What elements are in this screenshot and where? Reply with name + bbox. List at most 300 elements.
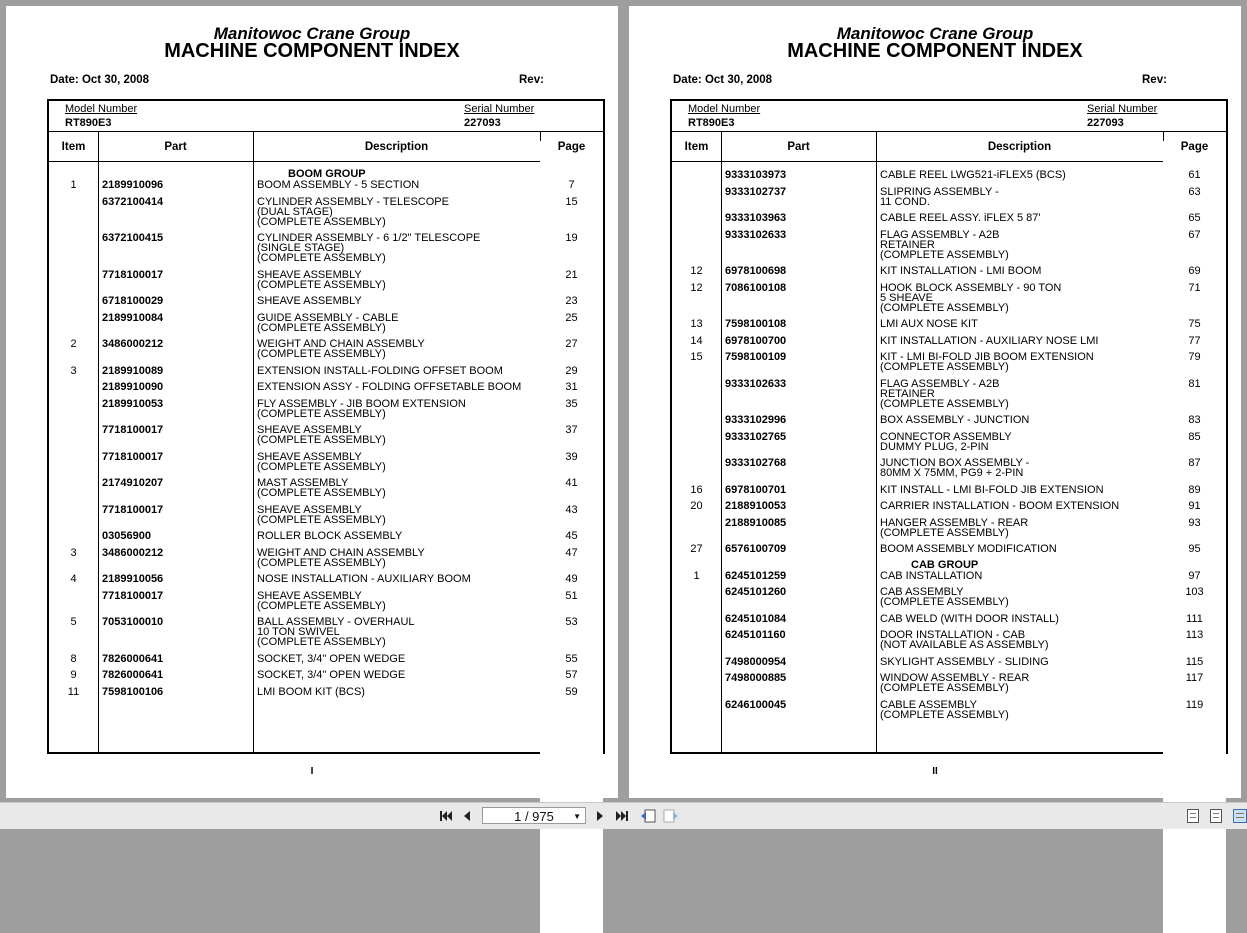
description-line: SHEAVE ASSEMBLY (257, 450, 362, 463)
part-number: 7718100017 (102, 589, 164, 602)
description (257, 270, 539, 290)
table-row (672, 431, 1226, 458)
part-number: 9333102633 (725, 228, 787, 241)
description (257, 670, 539, 680)
page-reference: 63 (1188, 185, 1201, 198)
description-line: CYLINDER ASSEMBLY - 6 1/2" TELESCOPE (257, 232, 481, 244)
component-table (670, 99, 1228, 754)
table-row (49, 424, 603, 451)
part-number: 9333103973 (725, 169, 787, 181)
item-number: 9 (70, 669, 77, 681)
part-number: 6372100414 (102, 195, 164, 208)
description-line: CAB WELD (WITH DOOR INSTALL) (880, 612, 1059, 625)
last-page-icon[interactable] (614, 808, 630, 824)
document-page-right (629, 6, 1241, 798)
description-line: (COMPLETE ASSEMBLY) (880, 526, 1009, 539)
previous-page-icon[interactable] (460, 808, 474, 824)
description-line: CABLE REEL ASSY. iFLEX 5 87' (880, 212, 1041, 224)
description-line: CABLE ASSEMBLY (880, 698, 978, 711)
item-number: 1 (70, 179, 77, 191)
page-title: MACHINE COMPONENT INDEX (787, 40, 1083, 62)
description (880, 501, 1162, 511)
description-line: BOOM ASSEMBLY MODIFICATION (880, 543, 1057, 555)
description (257, 531, 539, 541)
page-reference: 15 (565, 195, 578, 208)
group-heading: BOOM GROUP (288, 168, 366, 180)
table-row (49, 179, 603, 196)
table-row (49, 232, 603, 269)
description-line: CYLINDER ASSEMBLY - TELESCOPE (257, 195, 449, 208)
description (257, 505, 539, 525)
description-line: LMI BOOM KIT (BCS) (257, 685, 365, 698)
column-header-part: Part (164, 141, 187, 153)
description-line: SKYLIGHT ASSEMBLY - SLIDING (880, 655, 1049, 668)
description (880, 587, 1162, 607)
page-reference: 81 (1188, 377, 1201, 390)
page-reference: 69 (1188, 265, 1201, 277)
page-reference: 39 (565, 450, 578, 463)
description (880, 700, 1162, 720)
table-row (49, 381, 603, 398)
description-line: (COMPLETE ASSEMBLY) (880, 301, 1009, 314)
table-row (49, 477, 603, 504)
page-reference: 37 (565, 424, 578, 436)
description (257, 687, 539, 697)
part-number: 2189910084 (102, 311, 164, 324)
table-row (49, 616, 603, 653)
part-number: 6978100698 (725, 265, 787, 277)
description-line: GUIDE ASSEMBLY - CABLE (257, 311, 399, 324)
table-row (672, 484, 1226, 501)
next-page-icon[interactable] (593, 808, 607, 824)
part-number: 9333102737 (725, 185, 787, 198)
item-number: 8 (70, 652, 77, 665)
page-reference: 77 (1188, 334, 1201, 347)
description-line: CARRIER INSTALLATION - BOOM EXTENSION (880, 500, 1120, 512)
item-number: 12 (690, 265, 703, 277)
part-number: 2189910090 (102, 381, 164, 393)
description-line: (COMPLETE ASSEMBLY) (257, 278, 386, 291)
description-line: RETAINER (880, 387, 935, 400)
table-row (672, 318, 1226, 335)
description-line: (COMPLETE ASSEMBLY) (880, 682, 1009, 694)
date-label: Date: Oct 30, 2008 (50, 74, 150, 86)
table-row (672, 586, 1226, 613)
table-row (49, 365, 603, 382)
description (257, 574, 539, 584)
description (880, 630, 1162, 650)
description-line: BOX ASSEMBLY - JUNCTION (880, 414, 1030, 426)
page-reference: 25 (565, 311, 578, 324)
part-number: 2189910096 (102, 179, 164, 191)
description-line: SHEAVE ASSEMBLY (257, 503, 362, 516)
page-reference: 31 (565, 381, 578, 393)
table-row (49, 530, 603, 547)
description-line: (DUAL STAGE) (257, 205, 333, 218)
page-reference: 49 (565, 573, 578, 585)
description-line: (COMPLETE ASSEMBLY) (257, 252, 386, 264)
part-number: 9333102768 (725, 457, 787, 469)
description (880, 544, 1162, 554)
part-number: 2188910085 (725, 516, 787, 529)
description-line: BOOM ASSEMBLY - 5 SECTION (257, 179, 420, 191)
item-number: 4 (70, 573, 77, 585)
table-row (49, 547, 603, 574)
part-number: 6718100029 (102, 295, 164, 307)
description-line: WEIGHT AND CHAIN ASSEMBLY (257, 546, 425, 559)
description-line: LMI AUX NOSE KIT (880, 318, 978, 330)
item-number: 27 (690, 543, 703, 555)
table-row (49, 686, 603, 703)
page-footer-number: II (932, 766, 938, 777)
viewer-toolbar (0, 802, 1247, 829)
table-row (49, 269, 603, 296)
item-number: 2 (70, 338, 77, 350)
description-line: KIT INSTALL - LMI BI-FOLD JIB EXTENSION (880, 483, 1104, 496)
description (257, 197, 539, 227)
part-number: 6978100701 (725, 483, 787, 496)
single-page-view-icon[interactable] (1187, 809, 1199, 823)
item-number: 20 (690, 500, 703, 512)
description-line: SHEAVE ASSEMBLY (257, 589, 362, 602)
page-reference: 35 (565, 397, 578, 410)
description (880, 319, 1162, 329)
description-line: SLIPRING ASSEMBLY - (880, 185, 999, 198)
page-reference: 117 (1185, 672, 1204, 684)
description (880, 170, 1162, 180)
description-line: (SINGLE STAGE) (257, 242, 345, 254)
table-row (672, 656, 1226, 673)
description (257, 425, 539, 445)
part-number: 7086100108 (725, 281, 787, 294)
description-line: KIT INSTALLATION - LMI BOOM (880, 265, 1042, 277)
description-line: JUNCTION BOX ASSEMBLY - (880, 457, 1030, 469)
description (257, 313, 539, 333)
part-number: 7498000885 (725, 672, 787, 684)
model-number-label: Model Number (65, 103, 138, 115)
part-number: 7053100010 (102, 616, 164, 628)
description-line: MAST ASSEMBLY (257, 477, 349, 489)
item-number: 15 (690, 351, 703, 363)
page-reference: 71 (1188, 281, 1201, 294)
page-reference: 97 (1188, 569, 1201, 582)
page-reference: 95 (1188, 543, 1201, 555)
part-number: 9333102633 (725, 377, 787, 390)
description (880, 187, 1162, 207)
table-row (49, 295, 603, 312)
column-header-description: Description (987, 141, 1052, 153)
description-line: (COMPLETE ASSEMBLY) (257, 434, 386, 446)
description-line: (COMPLETE ASSEMBLY) (257, 599, 386, 612)
item-number: 1 (693, 569, 700, 582)
description-line: KIT - LMI BI-FOLD JIB BOOM EXTENSION (880, 351, 1094, 363)
part-number: 7598100106 (102, 685, 164, 698)
description (880, 266, 1162, 276)
table-divider (49, 161, 603, 162)
page-reference: 115 (1185, 655, 1204, 668)
description (880, 213, 1162, 223)
page-reference: 65 (1188, 212, 1201, 224)
page-reference: 57 (565, 669, 578, 681)
company-name: Manitowoc Crane Group (836, 24, 1034, 43)
description-line: EXTENSION ASSY - FOLDING OFFSETABLE BOOM (257, 381, 522, 393)
part-number: 2189910056 (102, 573, 164, 585)
description (257, 382, 539, 392)
description-line: DUMMY PLUG, 2-PIN (880, 440, 989, 453)
page-reference: 27 (565, 338, 578, 350)
description (880, 673, 1162, 693)
description (257, 339, 539, 359)
item-number: 3 (70, 546, 77, 559)
description-line: FLY ASSEMBLY - JIB BOOM EXTENSION (257, 397, 466, 410)
page-reference: 21 (565, 268, 578, 281)
description-line: HOOK BLOCK ASSEMBLY - 90 TON (880, 281, 1062, 294)
column-header-page: Page (540, 141, 603, 933)
part-number: 7718100017 (102, 424, 164, 436)
part-number: 9333102996 (725, 414, 787, 426)
page-reference: 89 (1188, 483, 1201, 496)
chevron-down-icon[interactable]: ▼ (573, 812, 581, 821)
continuous-view-icon[interactable] (1210, 809, 1222, 823)
column-header-page: Page (1163, 141, 1226, 933)
first-page-icon[interactable] (438, 808, 454, 824)
part-number: 6246100045 (725, 698, 787, 711)
date-label: Date: Oct 30, 2008 (673, 74, 773, 86)
page-reference: 111 (1186, 612, 1203, 625)
part-number: 2189910089 (102, 364, 164, 377)
model-number-value: RT890E3 (65, 117, 112, 129)
table-row (672, 543, 1226, 560)
table-row (672, 229, 1226, 266)
page-reference: 87 (1188, 457, 1201, 469)
part-number: 6245101160 (725, 629, 786, 641)
part-number: 03056900 (102, 530, 151, 542)
page-reference: 119 (1185, 698, 1204, 711)
description-line: SHEAVE ASSEMBLY (257, 295, 362, 307)
table-row (672, 335, 1226, 352)
page-reference: 19 (565, 232, 578, 244)
page-reference: 29 (565, 364, 578, 377)
description-line: CABLE REEL LWG521-iFLEX5 (BCS) (880, 169, 1066, 181)
description-line: 10 TON SWIVEL (257, 626, 340, 638)
page-reference: 91 (1188, 500, 1201, 512)
description-line: CAB ASSEMBLY (880, 586, 964, 598)
description-line: CAB INSTALLATION (880, 569, 983, 582)
page-reference: 79 (1188, 351, 1201, 363)
description-line: (COMPLETE ASSEMBLY) (257, 321, 386, 334)
page-reference: 45 (565, 530, 578, 542)
page-reference: 53 (565, 616, 578, 628)
description (257, 591, 539, 611)
description (257, 233, 539, 263)
item-number: 12 (690, 281, 703, 294)
description-line: (NOT AVAILABLE AS ASSEMBLY) (880, 639, 1049, 651)
page-reference: 55 (565, 652, 578, 665)
description (880, 415, 1162, 425)
table-row (672, 265, 1226, 282)
part-number: 6576100709 (725, 543, 787, 555)
table-row (672, 169, 1226, 186)
description-line: RETAINER (880, 238, 935, 251)
description (257, 180, 539, 190)
table-row (49, 451, 603, 478)
description-line: 11 COND. (880, 195, 930, 208)
description (880, 336, 1162, 346)
part-number: 6978100700 (725, 334, 787, 347)
page-reference: 47 (565, 546, 578, 559)
column-header-item: Item (684, 141, 709, 153)
company-name: Manitowoc Crane Group (213, 24, 411, 43)
item-number: 11 (67, 685, 80, 698)
page-title: MACHINE COMPONENT INDEX (164, 40, 460, 62)
description (880, 283, 1162, 313)
table-row (49, 669, 603, 686)
description (257, 478, 539, 498)
serial-number-label: Serial Number (1087, 103, 1158, 115)
page-reference: 113 (1185, 629, 1204, 641)
table-row (672, 414, 1226, 431)
description-line: (COMPLETE ASSEMBLY) (257, 487, 386, 499)
page-reference: 103 (1185, 586, 1204, 598)
description-line: SHEAVE ASSEMBLY (257, 424, 362, 436)
page-reference: 61 (1188, 169, 1201, 181)
description (880, 614, 1162, 624)
page-footer-number: I (310, 766, 314, 777)
description-line: CONNECTOR ASSEMBLY (880, 430, 1012, 443)
part-number: 7598100109 (725, 351, 787, 363)
facing-pages-view-icon[interactable] (1233, 809, 1247, 823)
page-reference: 75 (1188, 318, 1201, 330)
description-line: FLAG ASSEMBLY - A2B (880, 228, 1000, 241)
part-number: 7718100017 (102, 503, 164, 516)
description-line: NOSE INSTALLATION - AUXILIARY BOOM (257, 573, 471, 585)
part-number: 7826000641 (102, 669, 164, 681)
part-number: 9333103963 (725, 212, 787, 224)
description-line: (COMPLETE ASSEMBLY) (257, 407, 386, 420)
description-line: DOOR INSTALLATION - CAB (880, 629, 1026, 641)
description (880, 432, 1162, 452)
description-line: (COMPLETE ASSEMBLY) (257, 513, 386, 526)
description-line: (COMPLETE ASSEMBLY) (880, 708, 1009, 721)
page-number-input[interactable] (482, 807, 586, 824)
part-number: 2189910053 (102, 397, 164, 410)
table-row (49, 504, 603, 531)
page-reference: 93 (1188, 516, 1201, 529)
part-number: 7718100017 (102, 268, 164, 281)
component-table (47, 99, 605, 754)
part-number: 9333102765 (725, 430, 787, 443)
table-row (672, 212, 1226, 229)
table-row (49, 653, 603, 670)
description-line: SOCKET, 3/4" OPEN WEDGE (257, 669, 406, 681)
description (880, 230, 1162, 260)
description-line: KIT INSTALLATION - AUXILIARY NOSE LMI (880, 334, 1099, 347)
description-line: FLAG ASSEMBLY - A2B (880, 377, 1000, 390)
go-forward-view-icon[interactable] (662, 808, 680, 824)
item-number: 16 (690, 483, 703, 496)
part-number: 6245101260 (725, 586, 787, 598)
page-reference: 51 (565, 589, 578, 602)
table-row (49, 398, 603, 425)
description-line: WEIGHT AND CHAIN ASSEMBLY (257, 338, 425, 350)
description-line: SOCKET, 3/4" OPEN WEDGE (257, 652, 406, 665)
description-line: (COMPLETE ASSEMBLY) (880, 397, 1009, 410)
table-row (672, 378, 1226, 415)
description-line: BALL ASSEMBLY - OVERHAUL (257, 616, 415, 628)
part-number: 3486000212 (102, 338, 164, 350)
description (880, 485, 1162, 495)
table-row (672, 500, 1226, 517)
item-number: 3 (70, 364, 77, 377)
table-divider (49, 131, 603, 132)
description-line: (COMPLETE ASSEMBLY) (257, 636, 386, 648)
table-divider (672, 161, 1226, 162)
model-number-value: RT890E3 (688, 117, 735, 129)
part-number: 6245101084 (725, 612, 787, 625)
description (257, 548, 539, 568)
table-row (672, 613, 1226, 630)
item-number: 5 (70, 616, 77, 628)
description-line: HANGER ASSEMBLY - REAR (880, 516, 1029, 529)
part-number: 7498000954 (725, 655, 787, 668)
page-reference: 43 (565, 503, 578, 516)
description-line: (COMPLETE ASSEMBLY) (880, 596, 1009, 608)
part-number: 6245101259 (725, 569, 787, 582)
part-number: 7598100108 (725, 318, 787, 330)
description (257, 452, 539, 472)
table-row (672, 699, 1226, 726)
column-header-part: Part (787, 141, 810, 153)
page-reference: 59 (565, 685, 578, 698)
description-line: (COMPLETE ASSEMBLY) (880, 248, 1009, 261)
table-row (49, 590, 603, 617)
column-header-item: Item (61, 141, 86, 153)
serial-number-value: 227093 (464, 117, 501, 129)
table-row (49, 573, 603, 590)
description-line: 5 SHEAVE (880, 291, 933, 304)
revision-label: Rev: (1142, 74, 1167, 86)
description-line: WINDOW ASSEMBLY - REAR (880, 672, 1030, 684)
page-indicator: 1 / 975 (514, 809, 554, 824)
description (257, 617, 539, 647)
part-number: 3486000212 (102, 546, 164, 559)
table-row (49, 312, 603, 339)
item-number: 14 (690, 334, 703, 347)
description (880, 458, 1162, 478)
table-row (672, 629, 1226, 656)
description (257, 366, 539, 376)
model-number-label: Model Number (688, 103, 761, 115)
part-number: 6372100415 (102, 232, 164, 244)
page-reference: 83 (1188, 414, 1201, 426)
page-reference: 23 (565, 295, 578, 307)
page-reference: 7 (568, 179, 575, 191)
description (880, 379, 1162, 409)
table-row (672, 672, 1226, 699)
column-header-description: Description (364, 141, 429, 153)
description-line: (COMPLETE ASSEMBLY) (257, 460, 386, 473)
page-reference: 41 (565, 477, 578, 489)
description (880, 518, 1162, 538)
description-line: 80MM X 75MM, PG9 + 2-PIN (880, 467, 1024, 479)
description-line: SHEAVE ASSEMBLY (257, 268, 362, 281)
document-page-left (6, 6, 618, 798)
go-back-view-icon[interactable] (639, 808, 657, 824)
revision-label: Rev: (519, 74, 544, 86)
description-line: ROLLER BLOCK ASSEMBLY (257, 530, 403, 542)
table-row (672, 517, 1226, 544)
description (880, 657, 1162, 667)
